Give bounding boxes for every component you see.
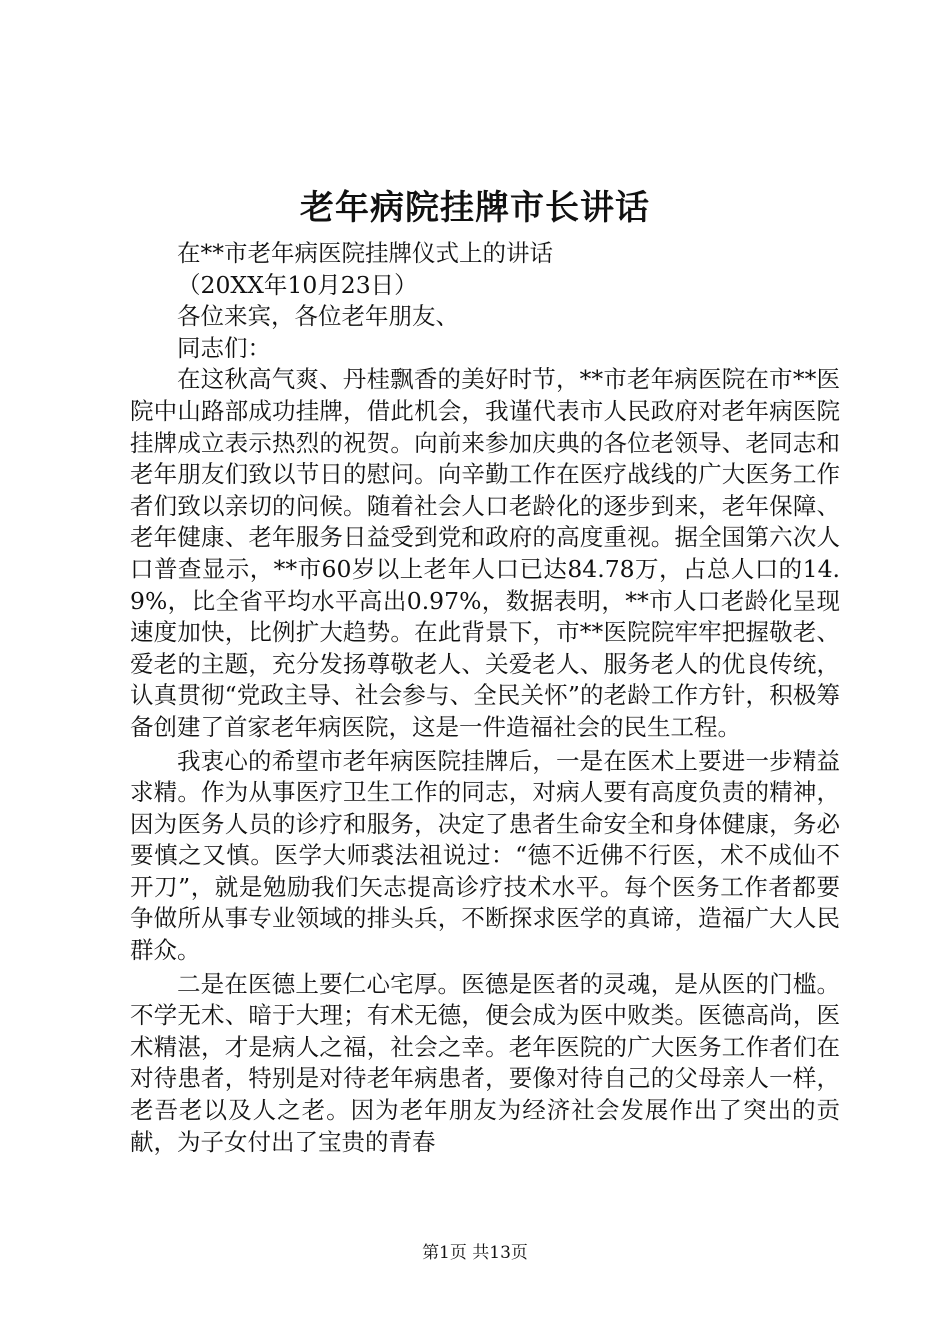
speech-date: （20XX年10月23日） — [177, 270, 418, 299]
document-body — [130, 238, 840, 1160]
paragraph-2: 我衷心的希望市老年病医院挂牌后，一是在医术上要进一步精益求精。作为从事医疗卫生工作的同志，对病人要有高度负责的精神，因为医务人员的诊疗和服务，决定了患者生命安全和身体健康，务必要慎之又慎。医学大师裘法祖说过：“德不近佛不行医，术不成仙不开刀”，就是勉励我们矢志提高诊疗技术水平。每个医务工作者都要争做所从事专业领域的排头兵，不断探求医学的真谛，造福广大人民群众。 — [130, 746, 840, 965]
page-footer: 第1页 共13页 — [422, 1243, 528, 1263]
speech-heading: 在**市老年病医院挂牌仪式上的讲话 — [177, 239, 553, 267]
paragraph-3: 二是在医德上要仁心宅厚。医德是医者的灵魂，是从医的门槛。不学无术、暗于大理；有术无德，便会成为医中败类。医德高尚，医术精湛，才是病人之福，社会之幸。老年医院的广大医务工作者们在对待患者，特别是对待老年病患者，要像对待自己的父母亲人一样，老吾老以及人之老。因为老年朋友为经济社会发展作出了突出的贡献，为子女付出了宝贵的青春 — [130, 969, 840, 1156]
salutation-line-1: 各位来宾，各位老年朋友、 — [177, 302, 459, 331]
paragraph-1: 在这秋高气爽、丹桂飘香的美好时节，**市老年病医院在市**医院中山路部成功挂牌，借此机会，我谨代表市人民政府对老年病医院挂牌成立表示热烈的祝贺。向前来参加庆典的各位老领导、老同志和老年朋友们致以节日的慰问。向辛勤工作在医疗战线的广大医务工作者们致以亲切的问候。随着社会人口老龄化的逐步到来，老年保障、老年健康、老年服务日益受到党和政府的高度重视。据全国第六次人口普查显示，**市60岁以上老年人口已达84.78万，占总人口的14.9%，比全省平均水平高出0.97%，数据表明，**市人口老龄化呈现速度加快，比例扩大趋势。在此背景下，市**医院院牢牢把握敬老、爱老的主题，充分发扬尊敬老人、关爱老人、服务老人的优良传统，认真贯彻“党政主导、社会参与、全民关怀”的老龄工作方针，积极筹备创建了首家老年病医院，这是一件造福社会的民生工程。 — [130, 365, 840, 741]
salutation-line-2: 同志们： — [177, 333, 271, 362]
document-title: 老年病院挂牌市长讲话 — [300, 188, 650, 228]
